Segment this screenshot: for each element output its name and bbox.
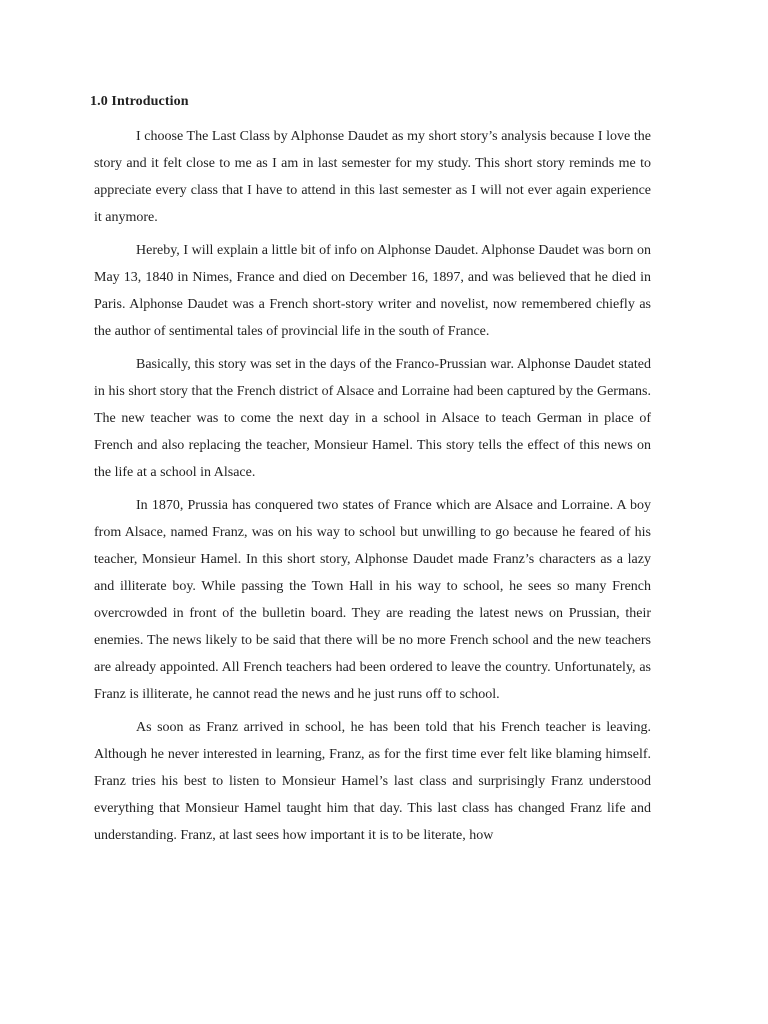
paragraph-2: Hereby, I will explain a little bit of info on Alphonse Daudet. Alphonse Daudet was born on May 13, 1840 in Nimes, France and died on December 16, 1897, and was believed that he died in Paris. Alphonse Daudet was a French short-story writer and novelist, now remembered chiefly as the author of sentimental tales of provincial life in the south of France.	[94, 243, 651, 339]
paragraph-4: In 1870, Prussia has conquered two states of France which are Alsace and Lorraine. A boy from Alsace, named Franz, was on his way to school but unwilling to go because he feared of his teacher, Monsieur Hamel. In this short story, Alphonse Daudet made Franz’s characters as a lazy and illiterate boy. While passing the Town Hall in his way to school, he sees so many French overcrowded in front of the bulletin board. They are reading the latest news on Prussian, their enemies. The news likely to be said that there will be no more French school and the new teachers are already appointed. All French teachers had been ordered to leave the country. Unfortunately, as Franz is illiterate, he cannot read the news and he just runs off to school.	[94, 498, 651, 702]
document-body	[90, 93, 651, 855]
paragraph-5: As soon as Franz arrived in school, he has been told that his French teacher is leaving. Although he never interested in learning, Franz, as for the first time ever felt like blaming himself. Franz tries his best to listen to Monsieur Hamel’s last class and surprisingly Franz understood everything that Monsieur Hamel taught him that day. This last class has changed Franz life and understanding. Franz, at last sees how important it is to be literate, how	[94, 720, 651, 843]
paragraph-3: Basically, this story was set in the days of the Franco-Prussian war. Alphonse Daudet stated in his short story that the French district of Alsace and Lorraine had been captured by the Germans. The new teacher was to come the next day in a school in Alsace to teach German in place of French and also replacing the teacher, Monsieur Hamel. This story tells the effect of this news on the life at a school in Alsace.	[94, 357, 651, 480]
paragraph-1: I choose The Last Class by Alphonse Daudet as my short story’s analysis because I love the story and it felt close to me as I am in last semester for my study. This short story reminds me to appreciate every class that I have to attend in this last semester as I will not ever again experience it anymore.	[94, 129, 651, 225]
section-heading: 1.0 Introduction	[90, 94, 189, 109]
